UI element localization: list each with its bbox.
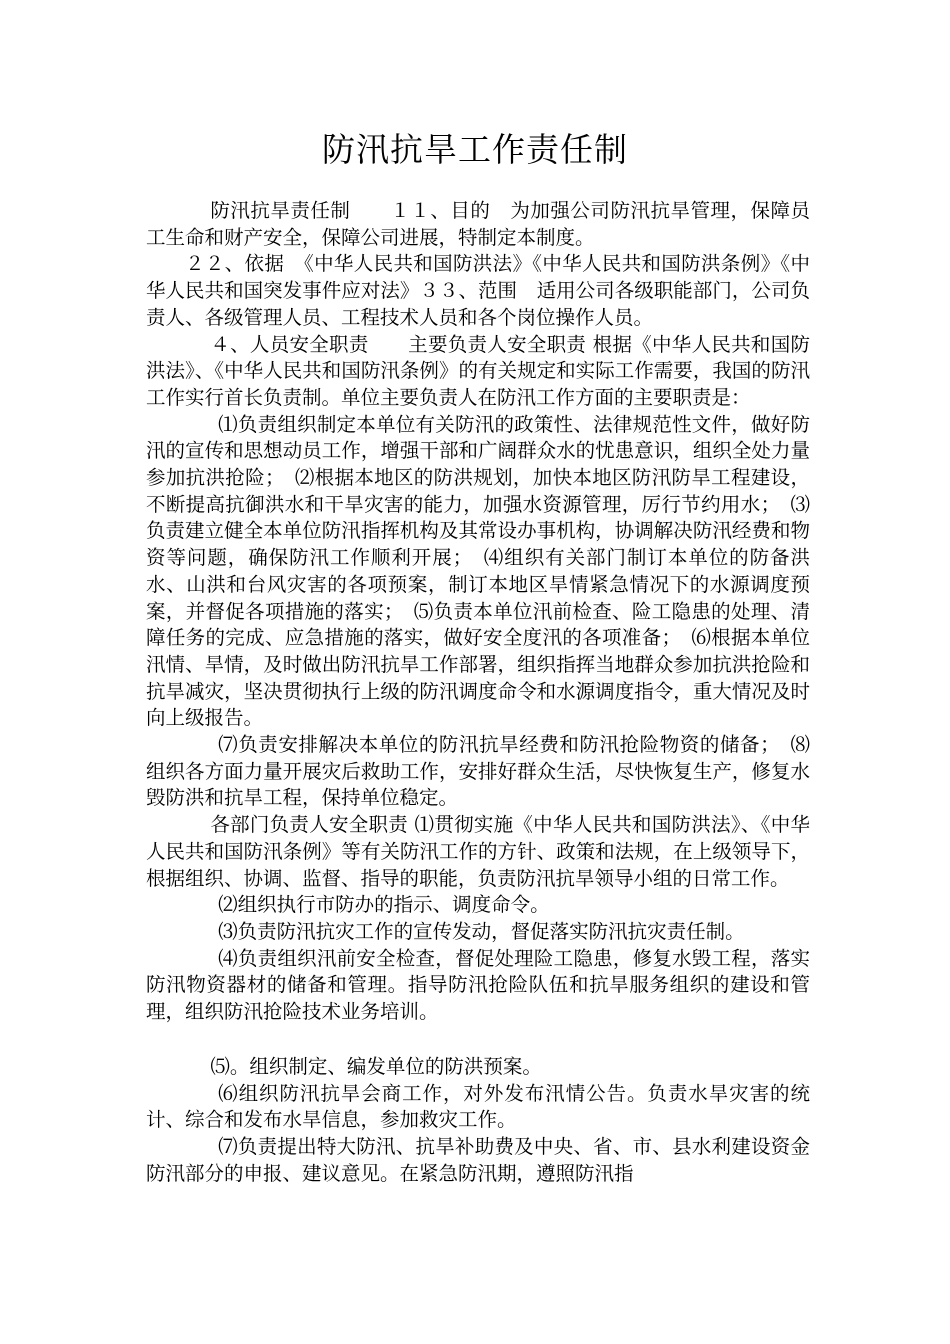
paragraph-duty-5: ⑸。组织制定、编发单位的防洪预案。	[210, 1054, 542, 1078]
paragraph-duty-7: ⑺负责提出特大防汛、抗旱补助费及中央、省、市、县水利建设资金防汛部分的申报、建议意见。在紧急防汛期，遵照防汛指	[146, 1134, 810, 1185]
paragraph-duty-6: ⑹组织防汛抗旱会商工作，对外发布汛情公告。负责水旱灾害的统计、综合和发布水旱信息，参加救灾工作。	[146, 1081, 810, 1132]
document-body	[146, 198, 810, 1187]
paragraph-gap	[146, 1026, 810, 1054]
paragraph-leader-duties: ⑴负责组织制定本单位有关防汛的政策性、法律规范性文件，做好防汛的宣传和思想动员工作，增强干部和广阔群众水的忧患意识，组织全处力量参加抗洪抢险； ⑵根据本地区的防洪规划，加快本地区防汛防旱工程建设，不断提高抗御洪水和干旱灾害的能力，加强水资源管理，厉行节约用水； ⑶负责建立健全本单位防汛指挥机构及其常设办事机构，协调解决防汛经费和物资等问题，确保防汛工作顺利开展； ⑷组织有关部门制订本单位的防备洪水、山洪和台风灾害的各项预案，制订本地区旱情紧急情况下的水源调度预案，并督促各项措施的落实； ⑸负责本单位汛前检查、险工隐患的处理、清障任务的完成、应急措施的落实，做好安全度汛的各项准备； ⑹根据本单位汛情、旱情，及时做出防汛抗旱工作部署，组织指挥当地群众参加抗洪抢险和抗旱减灾，坚决贯彻执行上级的防汛调度命令和水源调度指令，重大情况及时向上级报告。	[146, 412, 810, 730]
paragraph-purpose: 防汛抗旱责任制 １１、目的 为加强公司防汛抗旱管理，保障员工生命和财产安全，保障公司进展，特制定本制度。	[146, 199, 810, 249]
paragraph-responsibilities-intro: ４、人员安全职责 主要负责人安全职责 根据《中华人民共和国防洪法》、《中华人民共和国防汛条例》的有关规定和实际工作需要，我国的防汛工作实行首长负责制。单位主要负责人在防汛工作方面的主要职责是：	[146, 332, 810, 409]
paragraph-duty-3: ⑶负责防汛抗灾工作的宣传发动，督促落实防汛抗灾责任制。	[218, 919, 745, 943]
paragraph-duty-4: ⑷负责组织汛前安全检查，督促处理险工隐患，修复水毁工程，落实防汛物资器材的储备和管理。指导防汛抢险队伍和抗旱服务组织的建设和管理，组织防汛抢险技术业务培训。	[146, 946, 810, 1024]
paragraph-basis-scope: ２２、依据 《中华人民共和国防洪法》《中华人民共和国防洪条例》《中华人民共和国突发事件应对法》３３、范围 适用公司各级职能部门，公司负责人、各级管理人员、工程技术人员和各个岗位操作人员。	[146, 252, 810, 329]
paragraph-leader-duties-cont: ⑺负责安排解决本单位的防汛抗旱经费和防汛抢险物资的储备； ⑻组织各方面力量开展灾后救助工作，安排好群众生活，尽快恢复生产，修复水毁防洪和抗旱工程，保持单位稳定。	[146, 733, 810, 810]
paragraph-duty-2: ⑵组织执行市防办的指示、调度命令。	[218, 893, 550, 917]
page-title: 防汛抗旱工作责任制	[322, 130, 628, 169]
paragraph-department-duties: 各部门负责人安全职责 ⑴贯彻实施《中华人民共和国防洪法》、《中华人民共和国防汛条例》等有关防汛工作的方针、政策和法规，在上级领导下，根据组织、协调、监督、指导的职能，负责防汛抗旱领导小组的日常工作。	[146, 813, 810, 890]
